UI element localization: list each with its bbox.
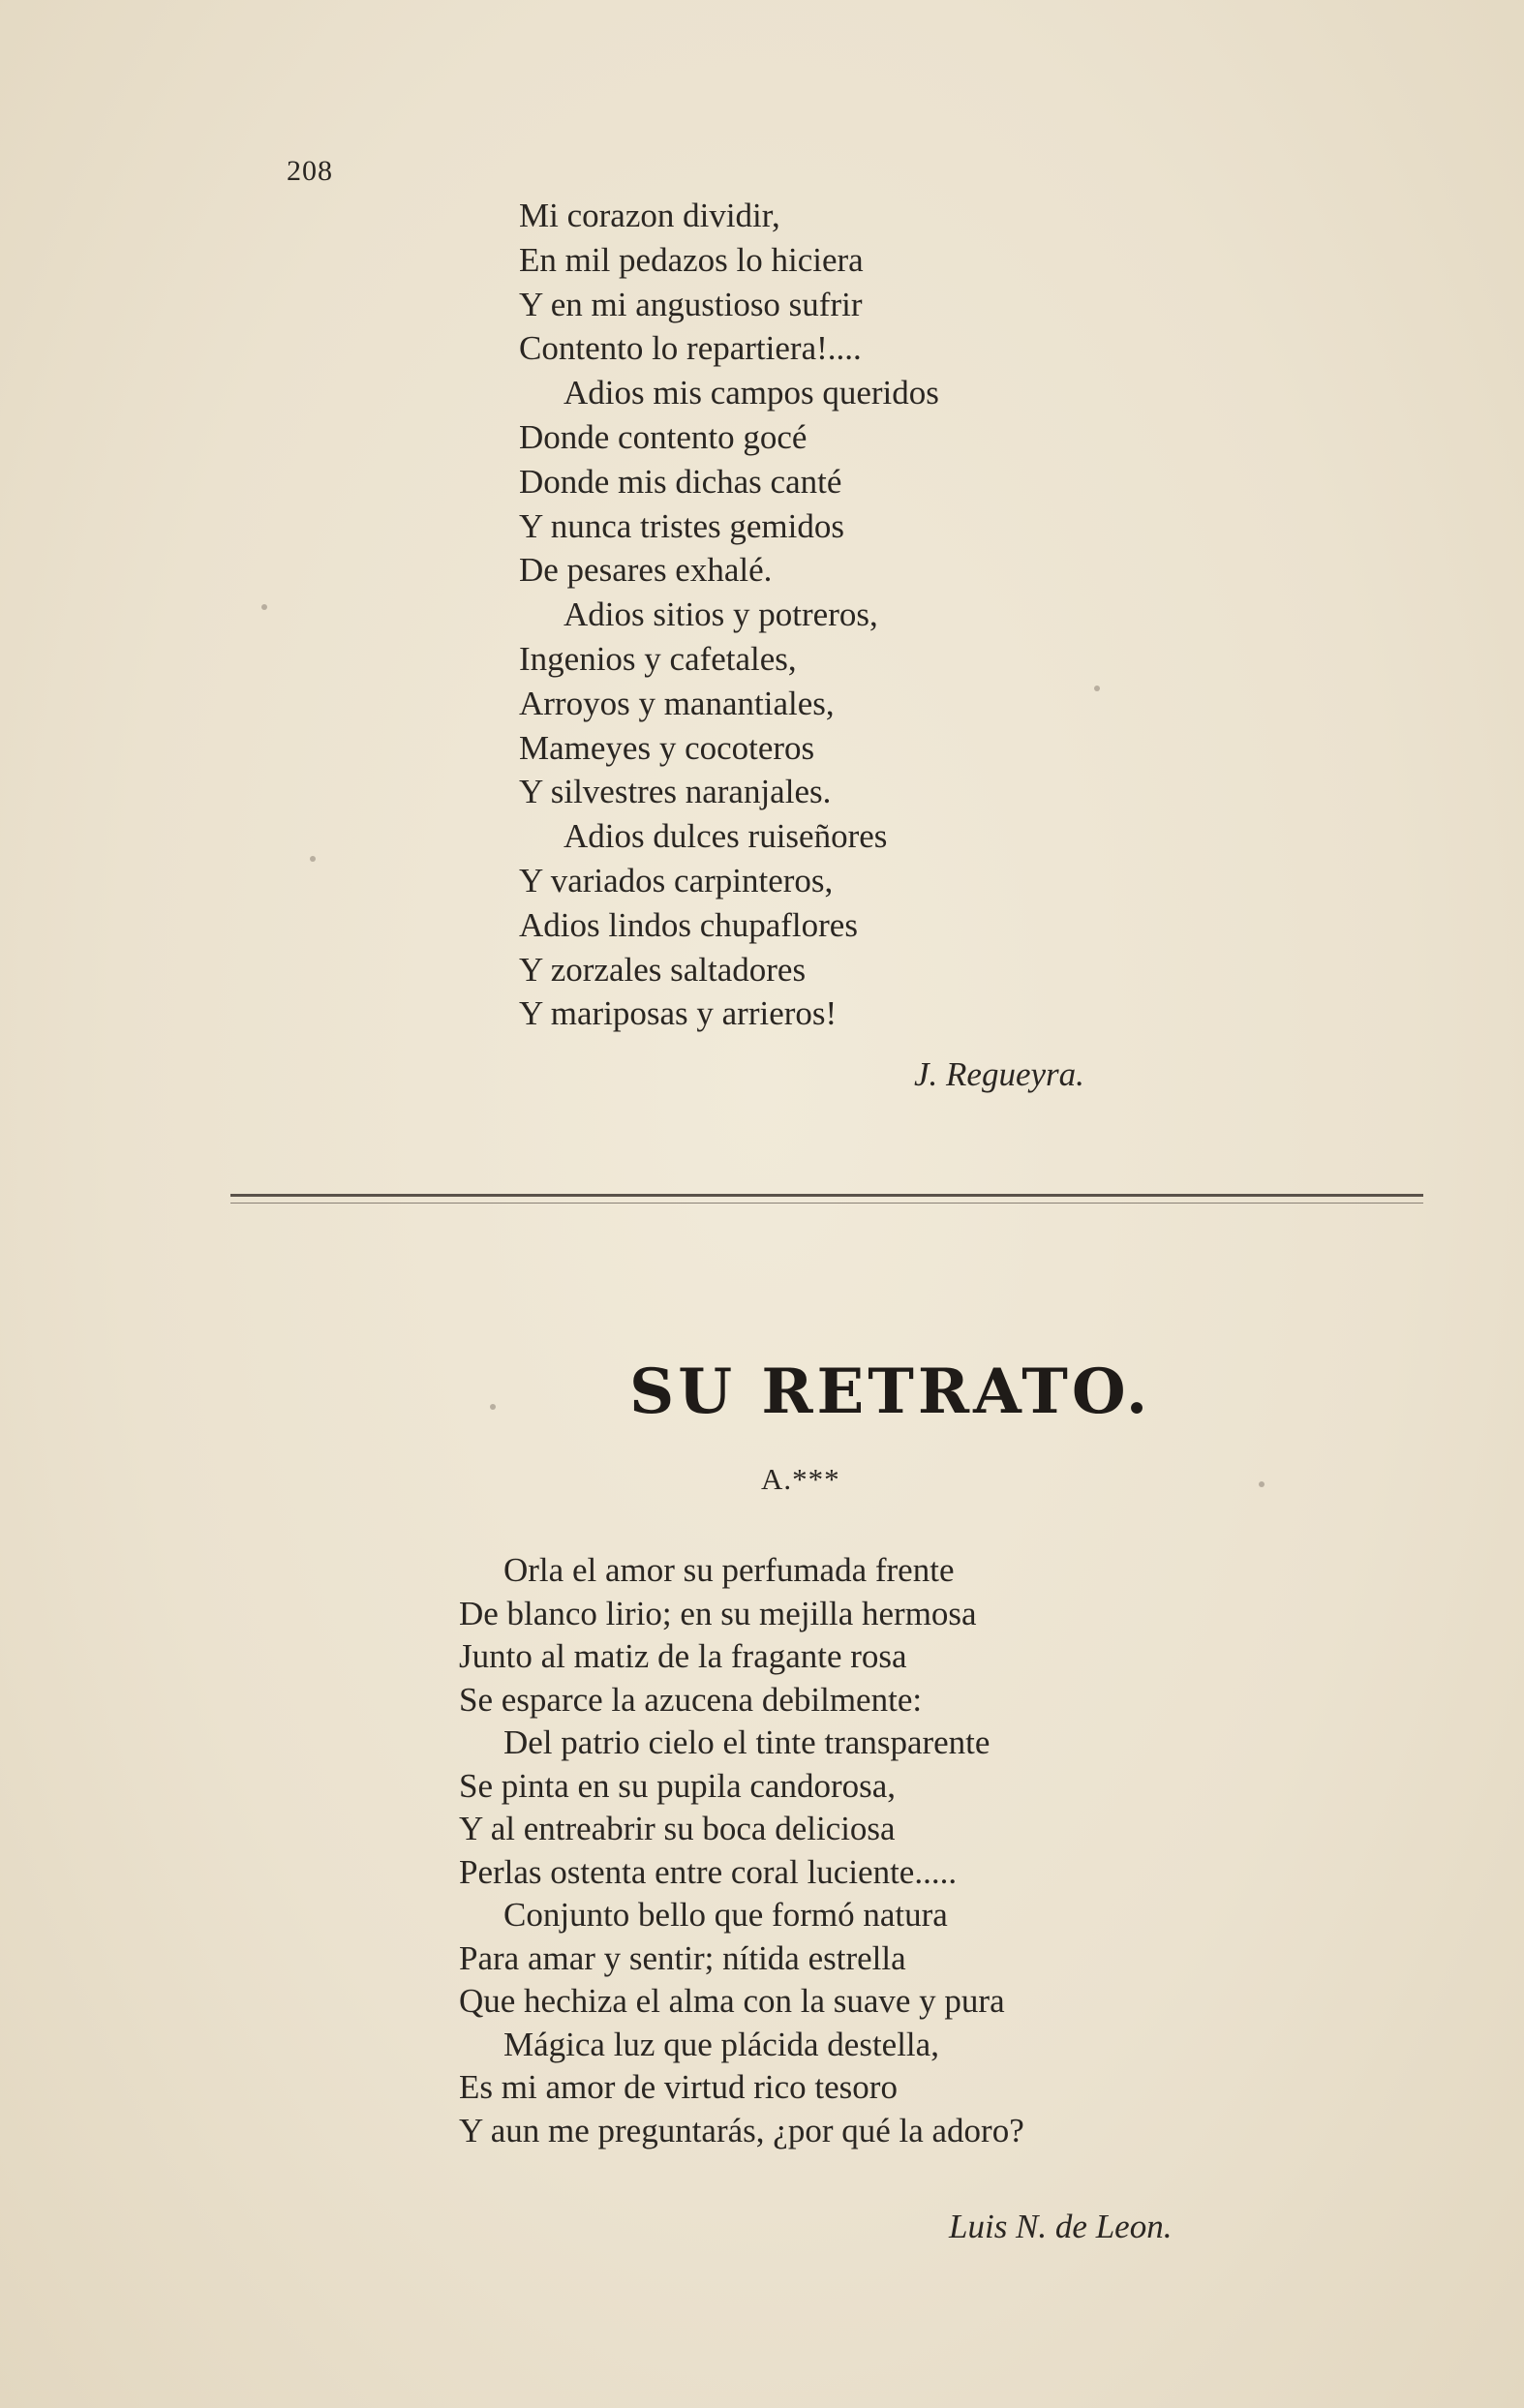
poem-line: Y zorzales saltadores bbox=[519, 950, 807, 989]
poem-line: Mameyes y cocoteros bbox=[519, 728, 815, 767]
section-divider-rule-thin bbox=[230, 1203, 1423, 1204]
poem-line: Ingenios y cafetales, bbox=[519, 639, 797, 678]
poem-line: Y silvestres naranjales. bbox=[519, 773, 832, 811]
poem-signature-leon: Luis N. de Leon. bbox=[949, 2208, 1173, 2245]
poem-line: Del patrio cielo el tinte transparente bbox=[503, 1723, 991, 1761]
section-divider-rule bbox=[230, 1194, 1423, 1197]
poem-title: SU RETRATO. bbox=[629, 1356, 1152, 1428]
poem-line: Mágica luz que plácida destella, bbox=[503, 2025, 939, 2063]
poem-line: Adios sitios y potreros, bbox=[564, 595, 878, 634]
poem-su-retrato-sonnet bbox=[459, 1549, 1024, 2152]
poem-regueyra-stanzas bbox=[519, 194, 939, 1036]
poem-line: Que hechiza el alma con la suave y pura bbox=[459, 1982, 1005, 2020]
poem-line: Contento lo repartiera!.... bbox=[519, 329, 862, 368]
paper-speck bbox=[1259, 1481, 1265, 1487]
poem-line: Orla el amor su perfumada frente bbox=[503, 1551, 955, 1589]
poem-dedication: A.*** bbox=[761, 1462, 840, 1496]
poem-signature-regueyra: J. Regueyra. bbox=[914, 1055, 1084, 1093]
poem-line: Y variados carpinteros, bbox=[519, 861, 834, 899]
poem-line: En mil pedazos lo hiciera bbox=[519, 240, 864, 279]
poem-line: Mi corazon dividir, bbox=[519, 197, 780, 234]
poem-line: Y aun me preguntarás, ¿por qué la adoro? bbox=[459, 2111, 1024, 2149]
poem-line: De pesares exhalé. bbox=[519, 551, 773, 590]
poem-line: Y en mi angustioso sufrir bbox=[519, 285, 863, 323]
poem-line: Y nunca tristes gemidos bbox=[519, 506, 845, 545]
poem-line: Se esparce la azucena debilmente: bbox=[459, 1680, 923, 1719]
poem-line: Adios dulces ruiseñores bbox=[564, 817, 888, 856]
poem-line: Donde contento gocé bbox=[519, 417, 808, 456]
poem-line: Arroyos y manantiales, bbox=[519, 684, 835, 722]
poem-line: Para amar y sentir; nítida estrella bbox=[459, 1938, 906, 1977]
poem-line: Se pinta en su pupila candorosa, bbox=[459, 1766, 897, 1805]
paper-speck bbox=[490, 1404, 496, 1410]
poem-line: Perlas ostenta entre coral luciente..... bbox=[459, 1852, 958, 1891]
poem-line: Adios lindos chupaflores bbox=[519, 905, 858, 944]
page-number: 208 bbox=[287, 155, 333, 187]
paper-speck bbox=[310, 856, 316, 862]
poem-line: Adios mis campos queridos bbox=[564, 374, 939, 412]
poem-line: Junto al matiz de la fragante rosa bbox=[459, 1637, 907, 1675]
poem-line: Es mi amor de virtud rico tesoro bbox=[459, 2068, 898, 2106]
poem-line: Y al entreabrir su boca deliciosa bbox=[459, 1810, 896, 1847]
poem-line: De blanco lirio; en su mejilla hermosa bbox=[459, 1594, 977, 1632]
poem-line: Y mariposas y arrieros! bbox=[519, 994, 838, 1033]
paper-speck bbox=[261, 604, 267, 610]
paper-speck bbox=[1094, 686, 1100, 691]
poem-line: Donde mis dichas canté bbox=[519, 462, 842, 501]
poem-line: Conjunto bello que formó natura bbox=[503, 1896, 948, 1934]
